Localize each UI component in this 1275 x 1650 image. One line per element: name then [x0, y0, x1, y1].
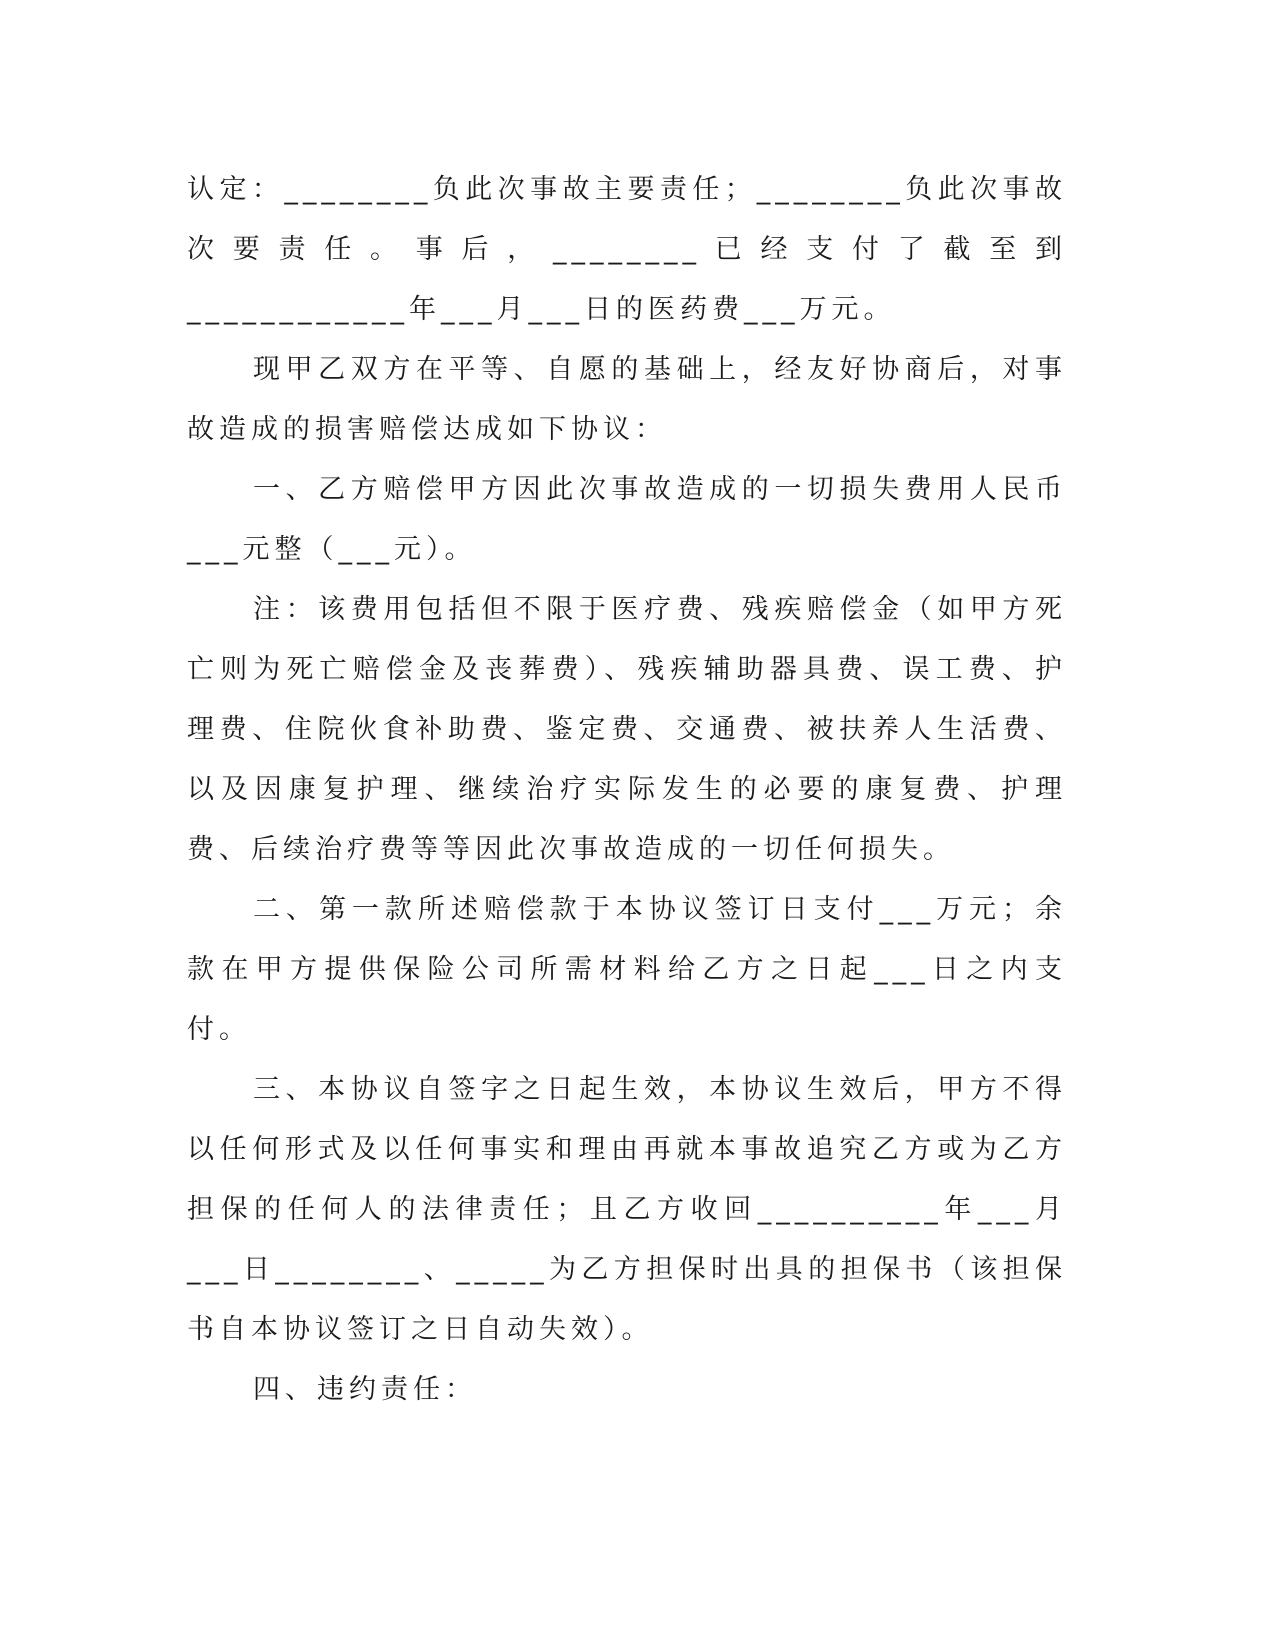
para-clause-two: 二、第一款所述赔偿款于本协议签订日支付___万元；余款在甲方提供保险公司所需材料给乙方之日起___日之内支付。 — [187, 894, 1067, 1045]
document-body — [187, 160, 1067, 1420]
para-fault-determination: 认定：________负此次事故主要责任；________负此次事故次要责任。事后，________已经支付了截至到____________年___月___日的医药费___万元。 — [187, 174, 1067, 325]
para-agreement-intro: 现甲乙双方在平等、自愿的基础上，经友好协商后，对事故造成的损害赔偿达成如下协议： — [187, 354, 1067, 445]
para-clause-four-heading: 四、违约责任： — [253, 1374, 477, 1405]
para-clause-one: 一、乙方赔偿甲方因此次事故造成的一切损失费用人民币___元整（___元）。 — [187, 474, 1067, 565]
para-clause-three: 三、本协议自签字之日起生效，本协议生效后，甲方不得以任何形式及以任何事实和理由再就本事故追究乙方或为乙方担保的任何人的法律责任；且乙方收回__________年___月___日________、_____为乙方担保时出具的担保书（该担保书自本协议签订之日自动失效）。 — [187, 1074, 1067, 1345]
para-clause-one-note: 注：该费用包括但不限于医疗费、残疾赔偿金（如甲方死亡则为死亡赔偿金及丧葬费）、残疾辅助器具费、误工费、护理费、住院伙食补助费、鉴定费、交通费、被扶养人生活费、以及因康复护理、继续治疗实际发生的必要的康复费、护理费、后续治疗费等等因此次事故造成的一切任何损失。 — [187, 594, 1067, 865]
